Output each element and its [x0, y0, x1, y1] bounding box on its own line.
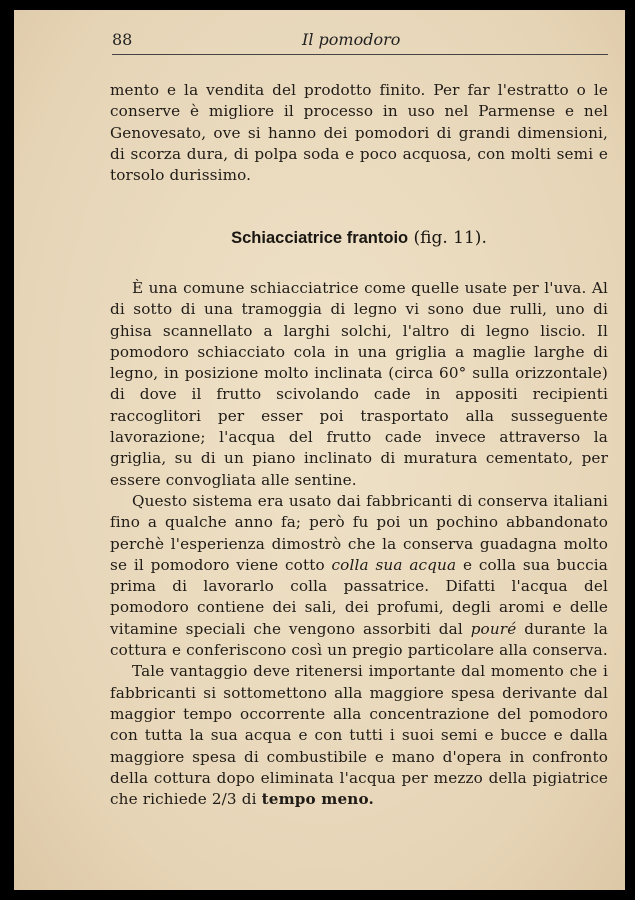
paragraph-2-part-c: durante la cottura e conferiscono così un pregio particolare alla conserva.: [110, 619, 608, 660]
paragraph-1: È una comune schiacciatrice come quelle usate per l'uva. Al di sotto di una tramoggia di legno vi sono due rulli, uno di ghisa scannellato a larghi solchi, l'altro di legno liscio. Il pomodoro schiacciato cola in una griglia a maglie larghe di legno, in posizione molto inclinata (circa 60° sulla orizzontale) di dove il frutto scivolando cade in appositi recipienti raccoglitori per esser poi trasportato alla susseguente lavorazione; l'acqua del frutto cade invece attraverso la griglia, su di un piano inclinato di muratura cementato, per essere convogliata alle sentine.: [110, 279, 608, 489]
book-page: [14, 10, 625, 890]
italic-phrase-2: pouré: [470, 619, 517, 638]
body-text: [110, 278, 608, 810]
paragraph-3-bold-end: tempo meno.: [261, 790, 374, 809]
page-number: 88: [112, 30, 133, 49]
paragraph-3: Tale vantaggio deve ritenersi importante dal momento che i fabbricanti si sottomettono alla maggiore spesa derivante dal maggior tempo occorrente alla concentrazione del pomodoro con tutta la sua acqua e con tutti i suoi semi e bucce e dalla maggiore spesa di combustibile e mano d'opera in confronto della cottura dopo eliminata l'acqua per mezzo della pigiatrice che richiede 2/3 di tempo meno.: [110, 662, 608, 809]
paragraph-3-part-a: Tale vantaggio deve ritenersi importante dal momento che i fabbricanti si sottomettono alla maggiore spesa derivante dal maggior tempo occorrente alla concentrazione del pomodoro con tutta la sua acqua e con tutti i suoi semi e bucce e dalla maggiore spesa di combustibile e mano d'opera in confronto della cottura dopo eliminata l'acqua per mezzo della pigiatrice che richiede: [110, 662, 608, 809]
paragraph-2-part-b: e colla sua buccia prima di lavorarlo colla passatrice. Difatti l'acqua del pomodoro contiene dei sali, dei profumi, degli aromi e delle vitamine speciali che vengono assorbiti dal: [110, 555, 609, 638]
section-heading: [110, 228, 608, 248]
paragraph-2: [110, 491, 608, 661]
fraction: 2/3: [211, 790, 237, 809]
intro-text: mento e la vendita del prodotto finito. Per far l'estratto o le conserve è migliore il processo in uso nel Parmense e nel Genovesato, ove si hanno dei pomodori di grandi dimensioni, di scorza dura, di polpa soda e poco acquosa, con molti semi e torsolo durissimo.: [110, 81, 608, 185]
paragraph-2-part-a: Questo sistema era usato dai fabbricanti di conserva italiani fino a qualche anno fa; però fu poi un pochino abbandonato perchè l'esperienza dimostrò che la conserva guadagna molto se il pomodoro viene cotto: [110, 491, 608, 574]
running-title: Il pomodoro: [302, 30, 401, 49]
figure-reference: (fig. 11).: [413, 228, 487, 248]
intro-paragraph: [110, 80, 608, 186]
italic-phrase-1: colla sua acqua: [331, 555, 457, 574]
section-title: Schiacciatrice frantoio: [231, 229, 409, 247]
page-header: [112, 30, 608, 55]
